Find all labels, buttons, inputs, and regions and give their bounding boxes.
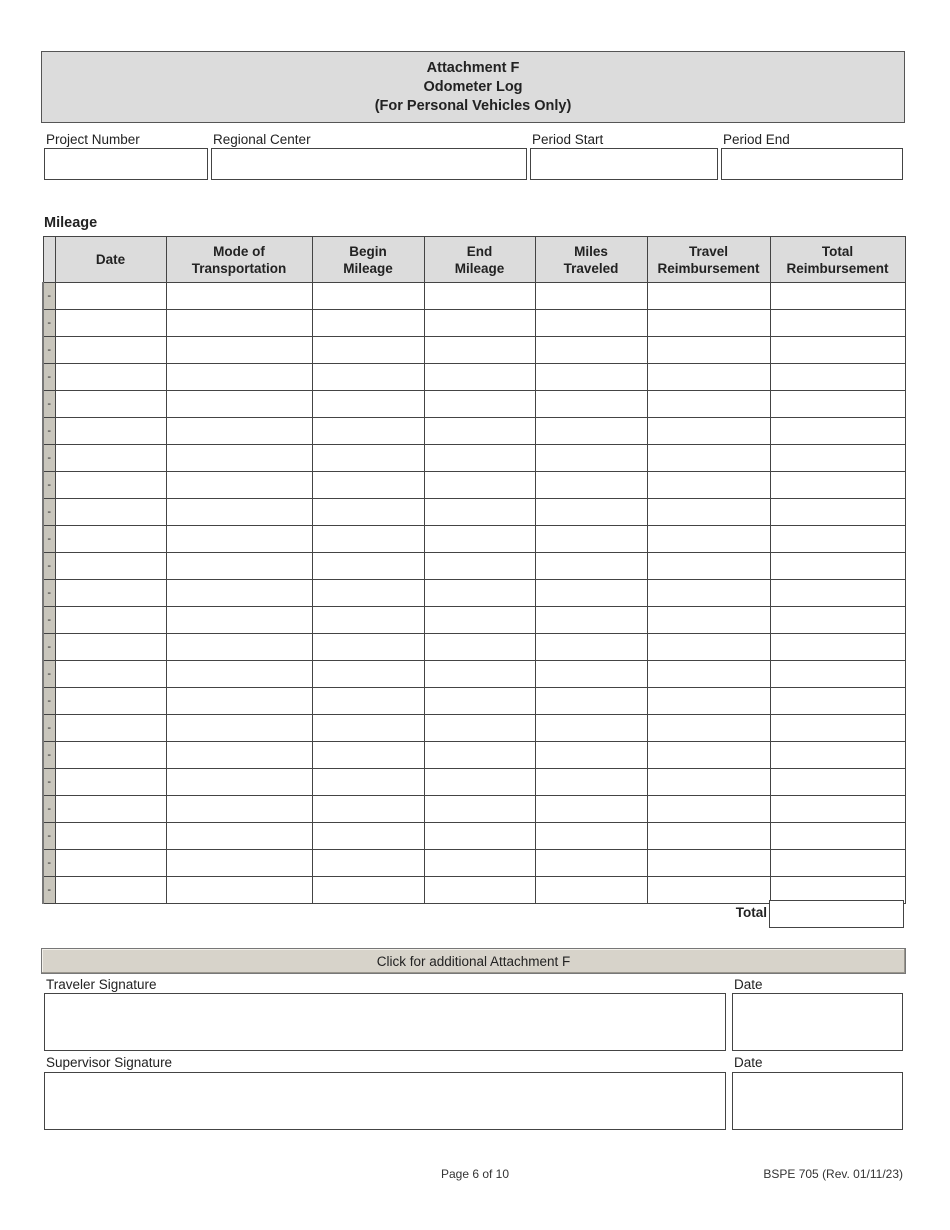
column-header-total-line1: Total <box>821 243 854 259</box>
cell-total-reimbursement[interactable] <box>770 445 905 472</box>
remove-row-button[interactable]: - <box>43 418 55 445</box>
table-row <box>43 607 905 634</box>
table-row <box>43 553 905 580</box>
cell-mode[interactable] <box>166 607 312 634</box>
column-header-begin-line2: Mileage <box>343 260 393 276</box>
cell-travel-reimbursement[interactable] <box>647 580 770 607</box>
cell-travel-reimbursement[interactable] <box>647 364 770 391</box>
cell-date[interactable] <box>55 796 166 823</box>
column-header-end-line1: End <box>466 243 493 259</box>
cell-mode[interactable] <box>166 742 312 769</box>
cell-begin-mileage[interactable] <box>312 607 424 634</box>
cell-date[interactable] <box>55 634 166 661</box>
cell-total-reimbursement[interactable] <box>770 310 905 337</box>
cell-total-reimbursement[interactable] <box>770 823 905 850</box>
cell-end-mileage[interactable] <box>424 796 535 823</box>
column-header-total-reimbursement <box>770 237 905 283</box>
cell-travel-reimbursement[interactable] <box>647 607 770 634</box>
cell-end-mileage[interactable] <box>424 499 535 526</box>
cell-travel-reimbursement[interactable] <box>647 661 770 688</box>
cell-travel-reimbursement[interactable] <box>647 796 770 823</box>
cell-date[interactable] <box>55 337 166 364</box>
cell-travel-reimbursement[interactable] <box>647 769 770 796</box>
cell-mode[interactable] <box>166 310 312 337</box>
cell-mode[interactable] <box>166 499 312 526</box>
cell-total-reimbursement[interactable] <box>770 391 905 418</box>
cell-miles-traveled[interactable] <box>535 877 647 904</box>
remove-row-button[interactable]: - <box>43 283 55 310</box>
cell-miles-traveled[interactable] <box>535 688 647 715</box>
cell-end-mileage[interactable] <box>424 310 535 337</box>
cell-begin-mileage[interactable] <box>312 796 424 823</box>
cell-begin-mileage[interactable] <box>312 661 424 688</box>
cell-end-mileage[interactable] <box>424 661 535 688</box>
cell-miles-traveled[interactable] <box>535 337 647 364</box>
table-row <box>43 499 905 526</box>
cell-end-mileage[interactable] <box>424 472 535 499</box>
cell-mode[interactable] <box>166 364 312 391</box>
cell-miles-traveled[interactable] <box>535 418 647 445</box>
cell-date[interactable] <box>55 607 166 634</box>
traveler-date-field[interactable] <box>732 993 903 1051</box>
cell-total-reimbursement[interactable] <box>770 607 905 634</box>
cell-travel-reimbursement[interactable] <box>647 715 770 742</box>
table-row <box>43 688 905 715</box>
cell-total-reimbursement[interactable] <box>770 337 905 364</box>
column-header-end-mileage <box>424 237 535 283</box>
remove-row-button[interactable]: - <box>43 364 55 391</box>
table-row <box>43 823 905 850</box>
column-header-begin-line1: Begin <box>349 243 387 259</box>
cell-total-reimbursement[interactable] <box>770 742 905 769</box>
mileage-header-row <box>43 237 905 283</box>
remove-row-button[interactable]: - <box>43 823 55 850</box>
form-title: Attachment F <box>426 59 520 76</box>
page-number: Page 6 of 10 <box>440 1167 510 1181</box>
cell-travel-reimbursement[interactable] <box>647 526 770 553</box>
cell-total-reimbursement[interactable] <box>770 499 905 526</box>
cell-travel-reimbursement[interactable] <box>647 553 770 580</box>
cell-total-reimbursement[interactable] <box>770 850 905 877</box>
column-header-end-line2: Mileage <box>454 260 505 276</box>
remove-row-button[interactable]: - <box>43 688 55 715</box>
cell-miles-traveled[interactable] <box>535 769 647 796</box>
cell-begin-mileage[interactable] <box>312 445 424 472</box>
remove-row-button[interactable]: - <box>43 391 55 418</box>
cell-total-reimbursement[interactable] <box>770 634 905 661</box>
cell-travel-reimbursement[interactable] <box>647 337 770 364</box>
cell-end-mileage[interactable] <box>424 715 535 742</box>
traveler-signature-field[interactable] <box>44 993 726 1051</box>
table-row <box>43 661 905 688</box>
remove-row-button[interactable]: - <box>43 769 55 796</box>
cell-date[interactable] <box>55 553 166 580</box>
cell-mode[interactable] <box>166 877 312 904</box>
cell-mode[interactable] <box>166 391 312 418</box>
traveler-signature-label: Traveler Signature <box>46 977 157 992</box>
cell-miles-traveled[interactable] <box>535 823 647 850</box>
cell-miles-traveled[interactable] <box>535 364 647 391</box>
cell-begin-mileage[interactable] <box>312 688 424 715</box>
cell-begin-mileage[interactable] <box>312 823 424 850</box>
cell-mode[interactable] <box>166 553 312 580</box>
cell-end-mileage[interactable] <box>424 823 535 850</box>
cell-end-mileage[interactable] <box>424 364 535 391</box>
supervisor-signature-label: Supervisor Signature <box>46 1055 173 1070</box>
cell-date[interactable] <box>55 418 166 445</box>
cell-miles-traveled[interactable] <box>535 661 647 688</box>
column-header-begin-mileage <box>312 237 424 283</box>
remove-row-button[interactable]: - <box>43 877 55 904</box>
cell-mode[interactable] <box>166 337 312 364</box>
period-end-label: Period End <box>723 132 790 147</box>
cell-begin-mileage[interactable] <box>312 337 424 364</box>
cell-end-mileage[interactable] <box>424 742 535 769</box>
form-subtitle: Odometer Log <box>423 78 523 95</box>
cell-total-reimbursement[interactable] <box>770 283 905 310</box>
cell-date[interactable] <box>55 715 166 742</box>
cell-miles-traveled[interactable] <box>535 796 647 823</box>
cell-end-mileage[interactable] <box>424 877 535 904</box>
cell-travel-reimbursement[interactable] <box>647 634 770 661</box>
remove-row-button[interactable]: - <box>43 607 55 634</box>
cell-begin-mileage[interactable] <box>312 742 424 769</box>
column-header-travel-reimbursement <box>647 237 770 283</box>
remove-row-button[interactable]: - <box>43 337 55 364</box>
column-header-travel-line2: Reimbursement <box>657 260 760 276</box>
mileage-table <box>42 236 906 904</box>
cell-miles-traveled[interactable] <box>535 310 647 337</box>
cell-begin-mileage[interactable] <box>312 580 424 607</box>
cell-date[interactable] <box>55 445 166 472</box>
cell-miles-traveled[interactable] <box>535 580 647 607</box>
add-attachment-button[interactable]: Click for additional Attachment F <box>41 948 906 974</box>
cell-begin-mileage[interactable] <box>312 391 424 418</box>
cell-travel-reimbursement[interactable] <box>647 418 770 445</box>
cell-miles-traveled[interactable] <box>535 526 647 553</box>
cell-date[interactable] <box>55 472 166 499</box>
cell-date[interactable] <box>55 877 166 904</box>
mileage-section-title: Mileage <box>44 215 98 231</box>
project-number-field[interactable] <box>44 148 208 180</box>
cell-travel-reimbursement[interactable] <box>647 472 770 499</box>
grand-total-field[interactable] <box>769 900 904 928</box>
form-note: (For Personal Vehicles Only) <box>374 97 572 114</box>
cell-mode[interactable] <box>166 769 312 796</box>
remove-row-button[interactable]: - <box>43 553 55 580</box>
period-end-field[interactable] <box>721 148 903 180</box>
cell-total-reimbursement[interactable] <box>770 796 905 823</box>
column-header-travel-line1: Travel <box>688 243 729 259</box>
column-header-miles-line1: Miles <box>574 243 608 259</box>
supervisor-date-field[interactable] <box>732 1072 903 1130</box>
table-row <box>43 364 905 391</box>
cell-miles-traveled[interactable] <box>535 283 647 310</box>
cell-mode[interactable] <box>166 283 312 310</box>
total-label: Total <box>735 905 767 920</box>
cell-mode[interactable] <box>166 688 312 715</box>
cell-total-reimbursement[interactable] <box>770 715 905 742</box>
cell-travel-reimbursement[interactable] <box>647 283 770 310</box>
cell-miles-traveled[interactable] <box>535 445 647 472</box>
cell-end-mileage[interactable] <box>424 769 535 796</box>
cell-total-reimbursement[interactable] <box>770 526 905 553</box>
cell-travel-reimbursement[interactable] <box>647 688 770 715</box>
cell-mode[interactable] <box>166 634 312 661</box>
cell-date[interactable] <box>55 526 166 553</box>
column-header-date-line: Date <box>95 252 126 267</box>
form-header <box>41 51 905 123</box>
table-row <box>43 634 905 661</box>
cell-mode[interactable] <box>166 823 312 850</box>
remove-row-button[interactable]: - <box>43 472 55 499</box>
cell-begin-mileage[interactable] <box>312 553 424 580</box>
supervisor-date-label: Date <box>734 1055 763 1070</box>
cell-begin-mileage[interactable] <box>312 877 424 904</box>
cell-travel-reimbursement[interactable] <box>647 445 770 472</box>
cell-end-mileage[interactable] <box>424 445 535 472</box>
table-row <box>43 418 905 445</box>
project-number-label: Project Number <box>46 132 140 147</box>
remove-row-button[interactable]: - <box>43 634 55 661</box>
cell-date[interactable] <box>55 364 166 391</box>
table-row <box>43 742 905 769</box>
traveler-date-label: Date <box>734 977 763 992</box>
remove-row-button[interactable]: - <box>43 715 55 742</box>
cell-mode[interactable] <box>166 661 312 688</box>
cell-end-mileage[interactable] <box>424 688 535 715</box>
mileage-table-body <box>43 283 905 904</box>
table-row <box>43 526 905 553</box>
cell-total-reimbursement[interactable] <box>770 661 905 688</box>
table-row <box>43 715 905 742</box>
column-header-total-line2: Reimbursement <box>786 260 889 276</box>
cell-end-mileage[interactable] <box>424 850 535 877</box>
cell-total-reimbursement[interactable] <box>770 580 905 607</box>
cell-end-mileage[interactable] <box>424 391 535 418</box>
remove-row-button[interactable]: - <box>43 310 55 337</box>
cell-date[interactable] <box>55 310 166 337</box>
cell-travel-reimbursement[interactable] <box>647 310 770 337</box>
table-row <box>43 391 905 418</box>
period-start-field[interactable] <box>530 148 718 180</box>
remove-row-button[interactable]: - <box>43 742 55 769</box>
cell-miles-traveled[interactable] <box>535 499 647 526</box>
remove-row-button[interactable]: - <box>43 526 55 553</box>
cell-mode[interactable] <box>166 580 312 607</box>
cell-mode[interactable] <box>166 796 312 823</box>
column-header-mode-line2: Transportation <box>191 260 287 276</box>
cell-travel-reimbursement[interactable] <box>647 877 770 904</box>
cell-begin-mileage[interactable] <box>312 526 424 553</box>
cell-end-mileage[interactable] <box>424 418 535 445</box>
cell-mode[interactable] <box>166 418 312 445</box>
cell-begin-mileage[interactable] <box>312 769 424 796</box>
cell-end-mileage[interactable] <box>424 634 535 661</box>
table-row <box>43 580 905 607</box>
column-header-mode-line1: Mode of <box>213 243 265 259</box>
form-id: BSPE 705 (Rev. 01/11/23) <box>763 1167 903 1181</box>
cell-begin-mileage[interactable] <box>312 418 424 445</box>
cell-end-mileage[interactable] <box>424 526 535 553</box>
cell-end-mileage[interactable] <box>424 337 535 364</box>
column-header-miles-line2: Traveled <box>563 260 619 276</box>
cell-begin-mileage[interactable] <box>312 499 424 526</box>
cell-date[interactable] <box>55 283 166 310</box>
cell-begin-mileage[interactable] <box>312 715 424 742</box>
cell-begin-mileage[interactable] <box>312 850 424 877</box>
remove-row-button[interactable]: - <box>43 499 55 526</box>
cell-mode[interactable] <box>166 526 312 553</box>
cell-date[interactable] <box>55 688 166 715</box>
cell-date[interactable] <box>55 742 166 769</box>
cell-end-mileage[interactable] <box>424 283 535 310</box>
remove-row-button[interactable]: - <box>43 580 55 607</box>
cell-mode[interactable] <box>166 472 312 499</box>
cell-date[interactable] <box>55 823 166 850</box>
cell-total-reimbursement[interactable] <box>770 418 905 445</box>
supervisor-signature-field[interactable] <box>44 1072 726 1130</box>
table-row <box>43 769 905 796</box>
cell-begin-mileage[interactable] <box>312 472 424 499</box>
cell-miles-traveled[interactable] <box>535 634 647 661</box>
table-row <box>43 472 905 499</box>
column-header-miles-traveled <box>535 237 647 283</box>
cell-total-reimbursement[interactable] <box>770 553 905 580</box>
table-row <box>43 310 905 337</box>
cell-mode[interactable] <box>166 850 312 877</box>
cell-mode[interactable] <box>166 715 312 742</box>
cell-date[interactable] <box>55 769 166 796</box>
row-handle-header <box>43 237 55 283</box>
cell-travel-reimbursement[interactable] <box>647 742 770 769</box>
cell-date[interactable] <box>55 580 166 607</box>
remove-row-button[interactable]: - <box>43 661 55 688</box>
remove-row-button[interactable]: - <box>43 796 55 823</box>
table-row <box>43 445 905 472</box>
cell-travel-reimbursement[interactable] <box>647 850 770 877</box>
table-row <box>43 283 905 310</box>
cell-miles-traveled[interactable] <box>535 742 647 769</box>
cell-date[interactable] <box>55 850 166 877</box>
cell-travel-reimbursement[interactable] <box>647 499 770 526</box>
remove-row-button[interactable]: - <box>43 850 55 877</box>
cell-miles-traveled[interactable] <box>535 715 647 742</box>
regional-center-field[interactable] <box>211 148 527 180</box>
cell-total-reimbursement[interactable] <box>770 769 905 796</box>
cell-begin-mileage[interactable] <box>312 364 424 391</box>
cell-end-mileage[interactable] <box>424 580 535 607</box>
cell-end-mileage[interactable] <box>424 607 535 634</box>
cell-travel-reimbursement[interactable] <box>647 391 770 418</box>
cell-date[interactable] <box>55 499 166 526</box>
cell-miles-traveled[interactable] <box>535 607 647 634</box>
table-row <box>43 796 905 823</box>
cell-begin-mileage[interactable] <box>312 634 424 661</box>
cell-miles-traveled[interactable] <box>535 391 647 418</box>
cell-end-mileage[interactable] <box>424 553 535 580</box>
cell-total-reimbursement[interactable] <box>770 364 905 391</box>
cell-date[interactable] <box>55 391 166 418</box>
cell-miles-traveled[interactable] <box>535 553 647 580</box>
remove-row-button[interactable]: - <box>43 445 55 472</box>
table-row <box>43 850 905 877</box>
cell-total-reimbursement[interactable] <box>770 688 905 715</box>
period-start-label: Period Start <box>532 132 604 147</box>
column-header-mode <box>166 237 312 283</box>
cell-date[interactable] <box>55 661 166 688</box>
cell-begin-mileage[interactable] <box>312 310 424 337</box>
cell-mode[interactable] <box>166 445 312 472</box>
cell-total-reimbursement[interactable] <box>770 472 905 499</box>
column-header-date <box>55 237 166 283</box>
regional-center-label: Regional Center <box>213 132 311 147</box>
cell-travel-reimbursement[interactable] <box>647 823 770 850</box>
table-row <box>43 337 905 364</box>
cell-begin-mileage[interactable] <box>312 283 424 310</box>
cell-miles-traveled[interactable] <box>535 850 647 877</box>
cell-miles-traveled[interactable] <box>535 472 647 499</box>
